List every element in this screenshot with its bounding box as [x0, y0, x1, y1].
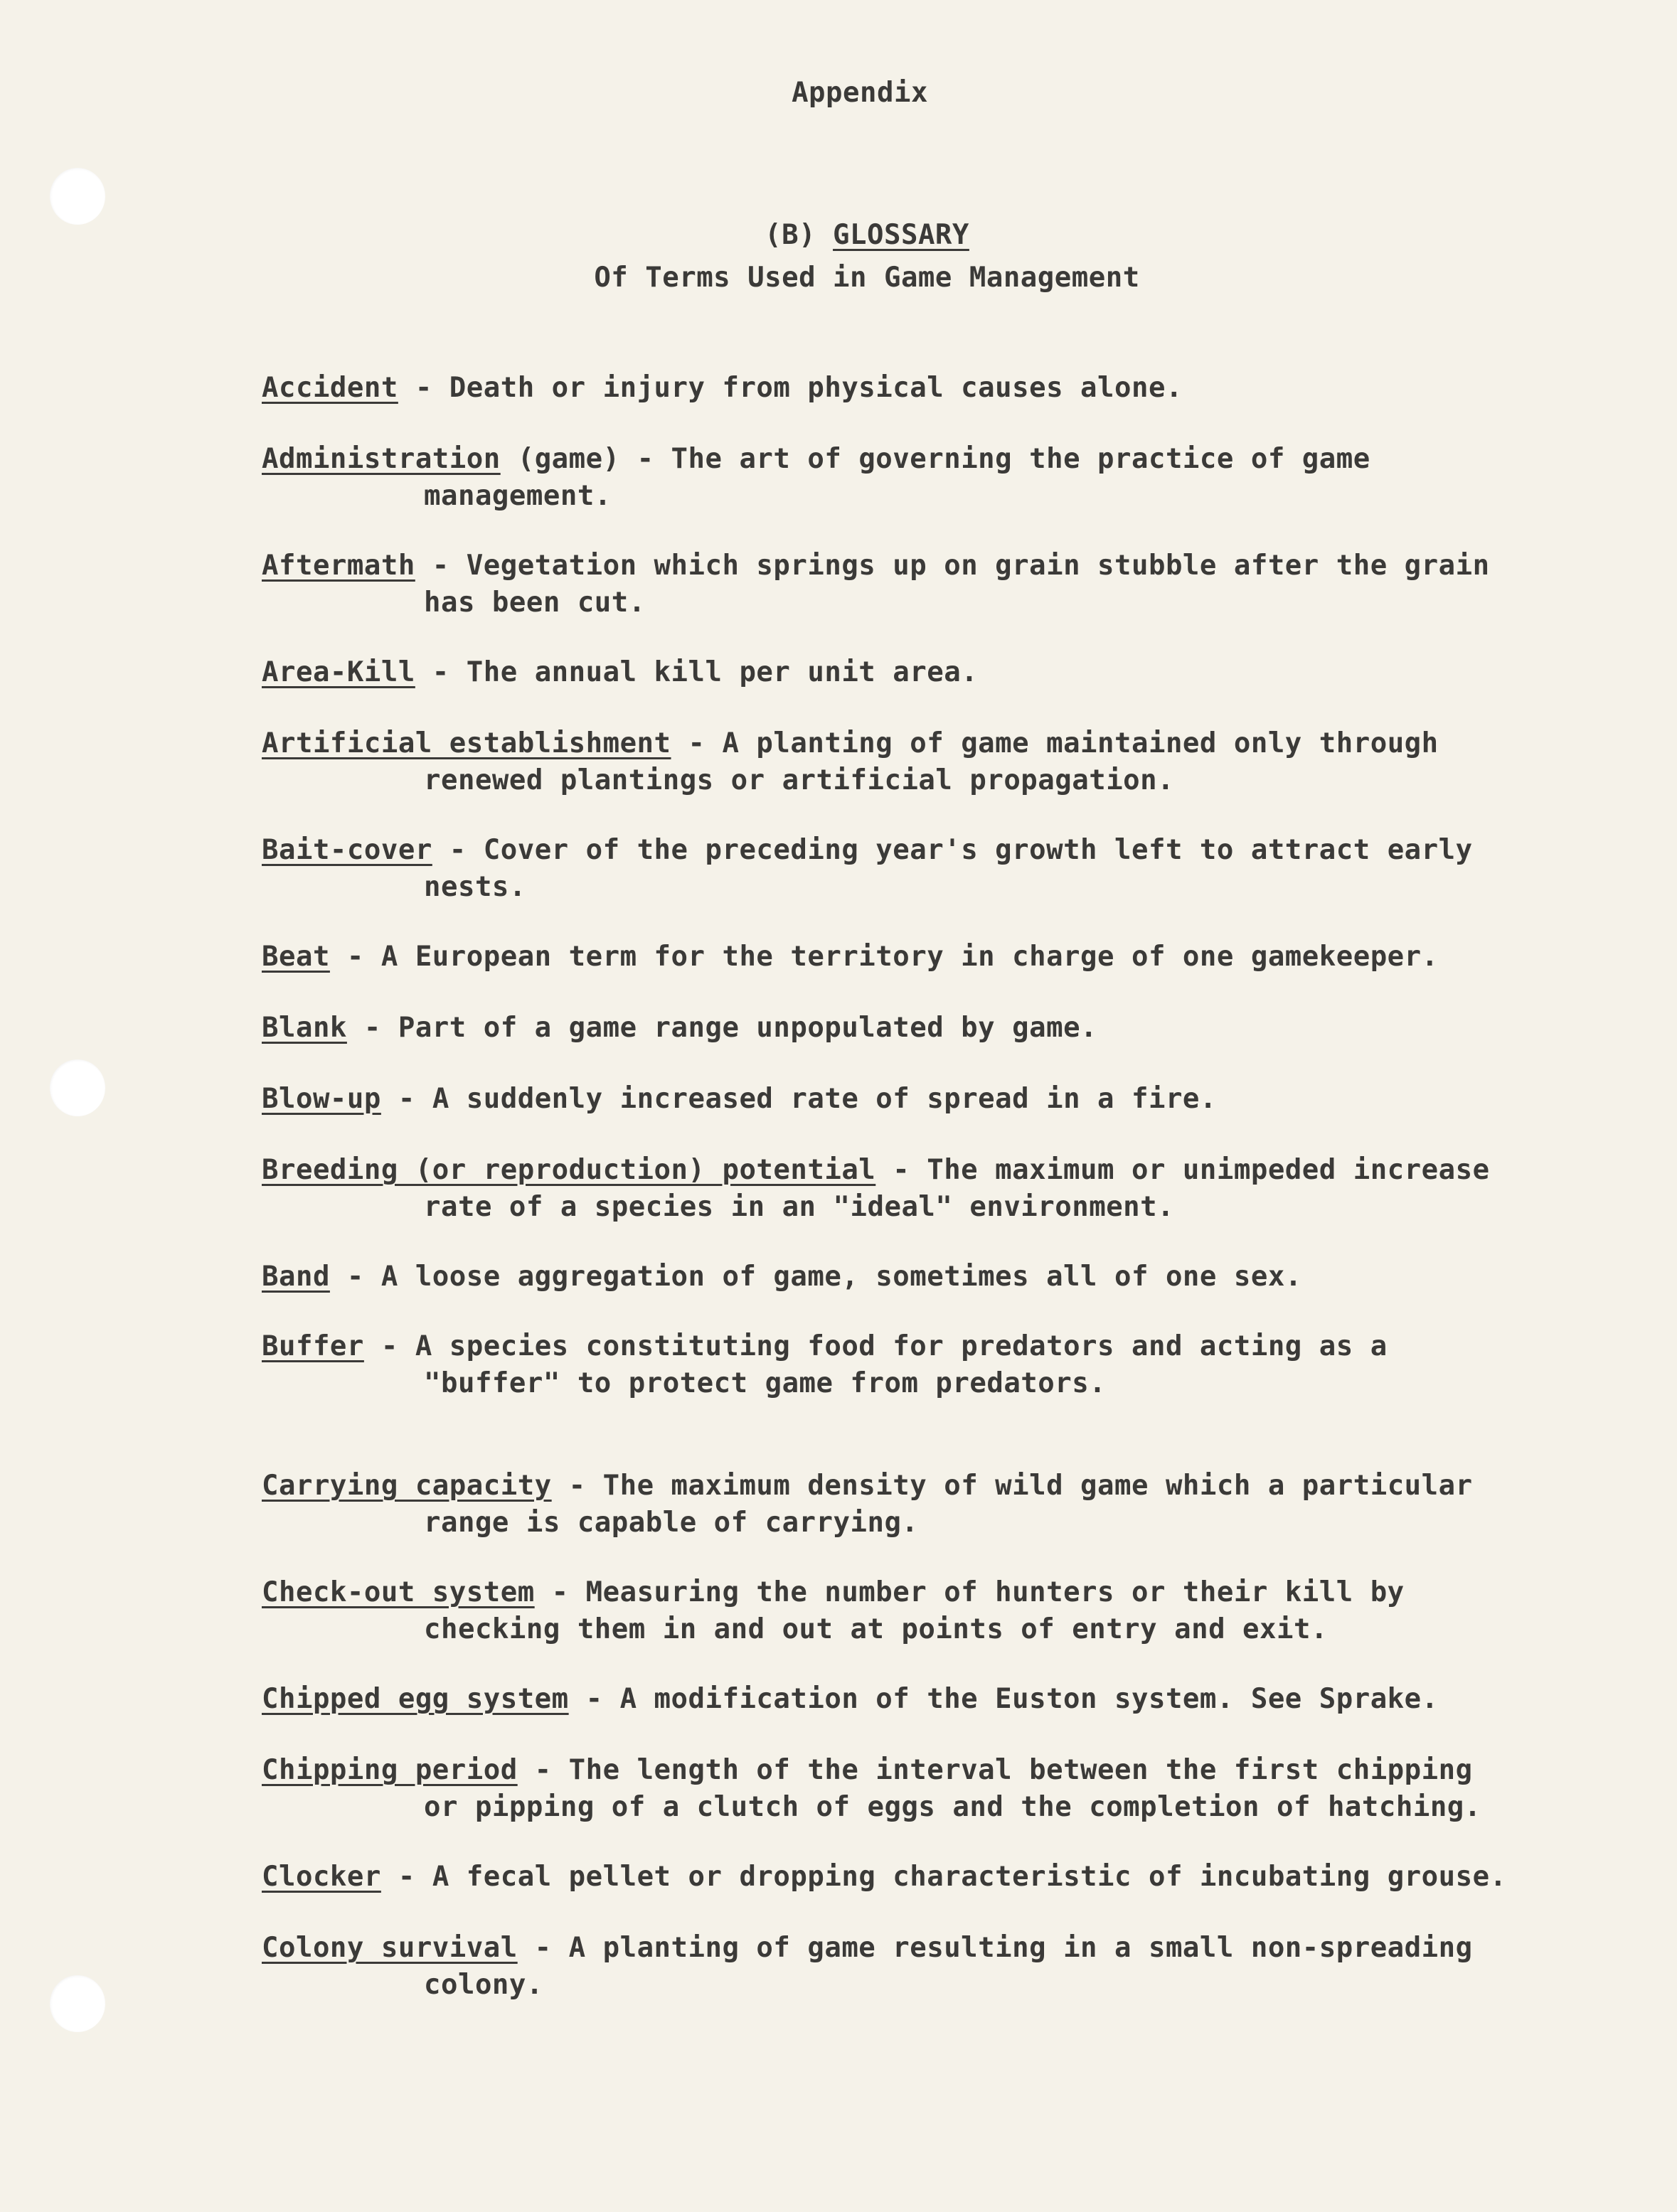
- glossary-entry-area-kill: [262, 654, 978, 691]
- entry-term: Buffer: [262, 1330, 364, 1362]
- entry-definition: - A planting of game maintained only through: [671, 727, 1439, 759]
- entry-definition: - A loose aggregation of game, sometimes all of one sex.: [329, 1261, 1302, 1293]
- entry-continuation: range is capable of carrying.: [424, 1507, 919, 1539]
- entry-term: Administration: [262, 443, 501, 475]
- entry-term: Carrying capacity: [262, 1470, 552, 1502]
- section-title: GLOSSARY: [833, 219, 969, 251]
- entry-term: Band: [262, 1261, 330, 1293]
- glossary-entry-colony-survival: [262, 1930, 1473, 2004]
- entry-continuation: colony.: [424, 1969, 543, 2001]
- entry-definition: - A suddenly increased rate of spread in a fire.: [380, 1083, 1217, 1115]
- section-label: (B): [765, 219, 816, 251]
- entry-term: Bait-cover: [262, 834, 432, 866]
- entry-definition: - A fecal pellet or dropping characteristic of incubating grouse.: [380, 1861, 1507, 1893]
- entry-continuation: has been cut.: [424, 587, 646, 619]
- entry-term: Blank: [262, 1012, 347, 1044]
- entry-term: Chipping period: [262, 1754, 518, 1786]
- entry-definition: - The annual kill per unit area.: [415, 656, 979, 688]
- glossary-entry-accident: [262, 370, 1183, 407]
- entry-continuation: nests.: [424, 871, 526, 903]
- entry-term: Beat: [262, 941, 330, 973]
- glossary-heading: [28, 219, 1677, 251]
- entry-term: Breeding (or reproduction) potential: [262, 1154, 876, 1186]
- entry-continuation: rate of a species in an "ideal" environment.: [424, 1191, 1175, 1223]
- glossary-entry-artificial-establishment: [262, 725, 1439, 799]
- entry-continuation: management.: [424, 480, 612, 512]
- entry-continuation: checking them in and out at points of entry and exit.: [424, 1613, 1328, 1645]
- glossary-entry-blank: [262, 1010, 1097, 1047]
- glossary-entry-check-out-system: [262, 1574, 1405, 1648]
- glossary-entry-breeding-potential: [262, 1152, 1490, 1226]
- entry-term: Area-Kill: [262, 656, 415, 688]
- entry-term: Colony survival: [262, 1932, 518, 1964]
- entry-definition: - The length of the interval between the first chipping: [517, 1754, 1473, 1786]
- glossary-entry-clocker: [262, 1859, 1507, 1896]
- entry-term: Blow-up: [262, 1083, 381, 1115]
- glossary-entry-aftermath: [262, 547, 1490, 621]
- entry-term: Check-out system: [262, 1576, 535, 1608]
- subtitle-text: Of Terms Used in Game Management: [594, 262, 1140, 294]
- glossary-subtitle: [28, 262, 1677, 294]
- entry-definition: - A planting of game resulting in a small non-spreading: [517, 1932, 1473, 1964]
- glossary-entry-carrying-capacity: [262, 1468, 1473, 1542]
- appendix-heading: [21, 77, 1677, 109]
- glossary-entry-chipped-egg-system: [262, 1681, 1439, 1718]
- entry-definition: - Part of a game range unpopulated by game.: [346, 1012, 1098, 1044]
- entry-continuation: renewed plantings or artificial propagation.: [424, 764, 1175, 796]
- glossary-entry-band: [262, 1259, 1302, 1295]
- appendix-label: Appendix: [792, 77, 928, 109]
- punch-hole-bottom: [50, 1975, 105, 2032]
- entry-definition: - Measuring the number of hunters or their kill by: [534, 1576, 1405, 1608]
- entry-definition: - Death or injury from physical causes alone.: [398, 372, 1183, 404]
- entry-definition: - A species constituting food for predators and acting as a: [363, 1330, 1388, 1362]
- punch-hole-top: [50, 168, 105, 225]
- entry-definition: - A European term for the territory in charge of one gamekeeper.: [329, 941, 1439, 973]
- entry-definition: - The maximum density of wild game which a particular: [551, 1470, 1473, 1502]
- entry-definition: - The maximum or unimpeded increase: [875, 1154, 1490, 1186]
- glossary-entry-bait-cover: [262, 832, 1473, 906]
- entry-term: Chipped egg system: [262, 1683, 569, 1715]
- entry-continuation: "buffer" to protect game from predators.: [424, 1367, 1107, 1399]
- entry-definition: - A modification of the Euston system. See Sprake.: [568, 1683, 1439, 1715]
- entry-term: Artificial establishment: [262, 727, 671, 759]
- entry-term: Aftermath: [262, 550, 415, 582]
- entry-definition: - Vegetation which springs up on grain stubble after the grain: [415, 550, 1490, 582]
- glossary-entry-chipping-period: [262, 1752, 1481, 1826]
- glossary-entry-buffer: [262, 1328, 1388, 1402]
- entry-term: Clocker: [262, 1861, 381, 1893]
- entry-definition: (game) - The art of governing the practice of game: [500, 443, 1370, 475]
- glossary-entry-blow-up: [262, 1081, 1217, 1118]
- punch-hole-middle: [50, 1059, 105, 1116]
- glossary-entry-beat: [262, 939, 1439, 976]
- entry-continuation: or pipping of a clutch of eggs and the completion of hatching.: [424, 1791, 1481, 1823]
- glossary-entry-administration: [262, 441, 1370, 515]
- entry-definition: - Cover of the preceding year's growth left to attract early: [432, 834, 1473, 866]
- entry-term: Accident: [262, 372, 398, 404]
